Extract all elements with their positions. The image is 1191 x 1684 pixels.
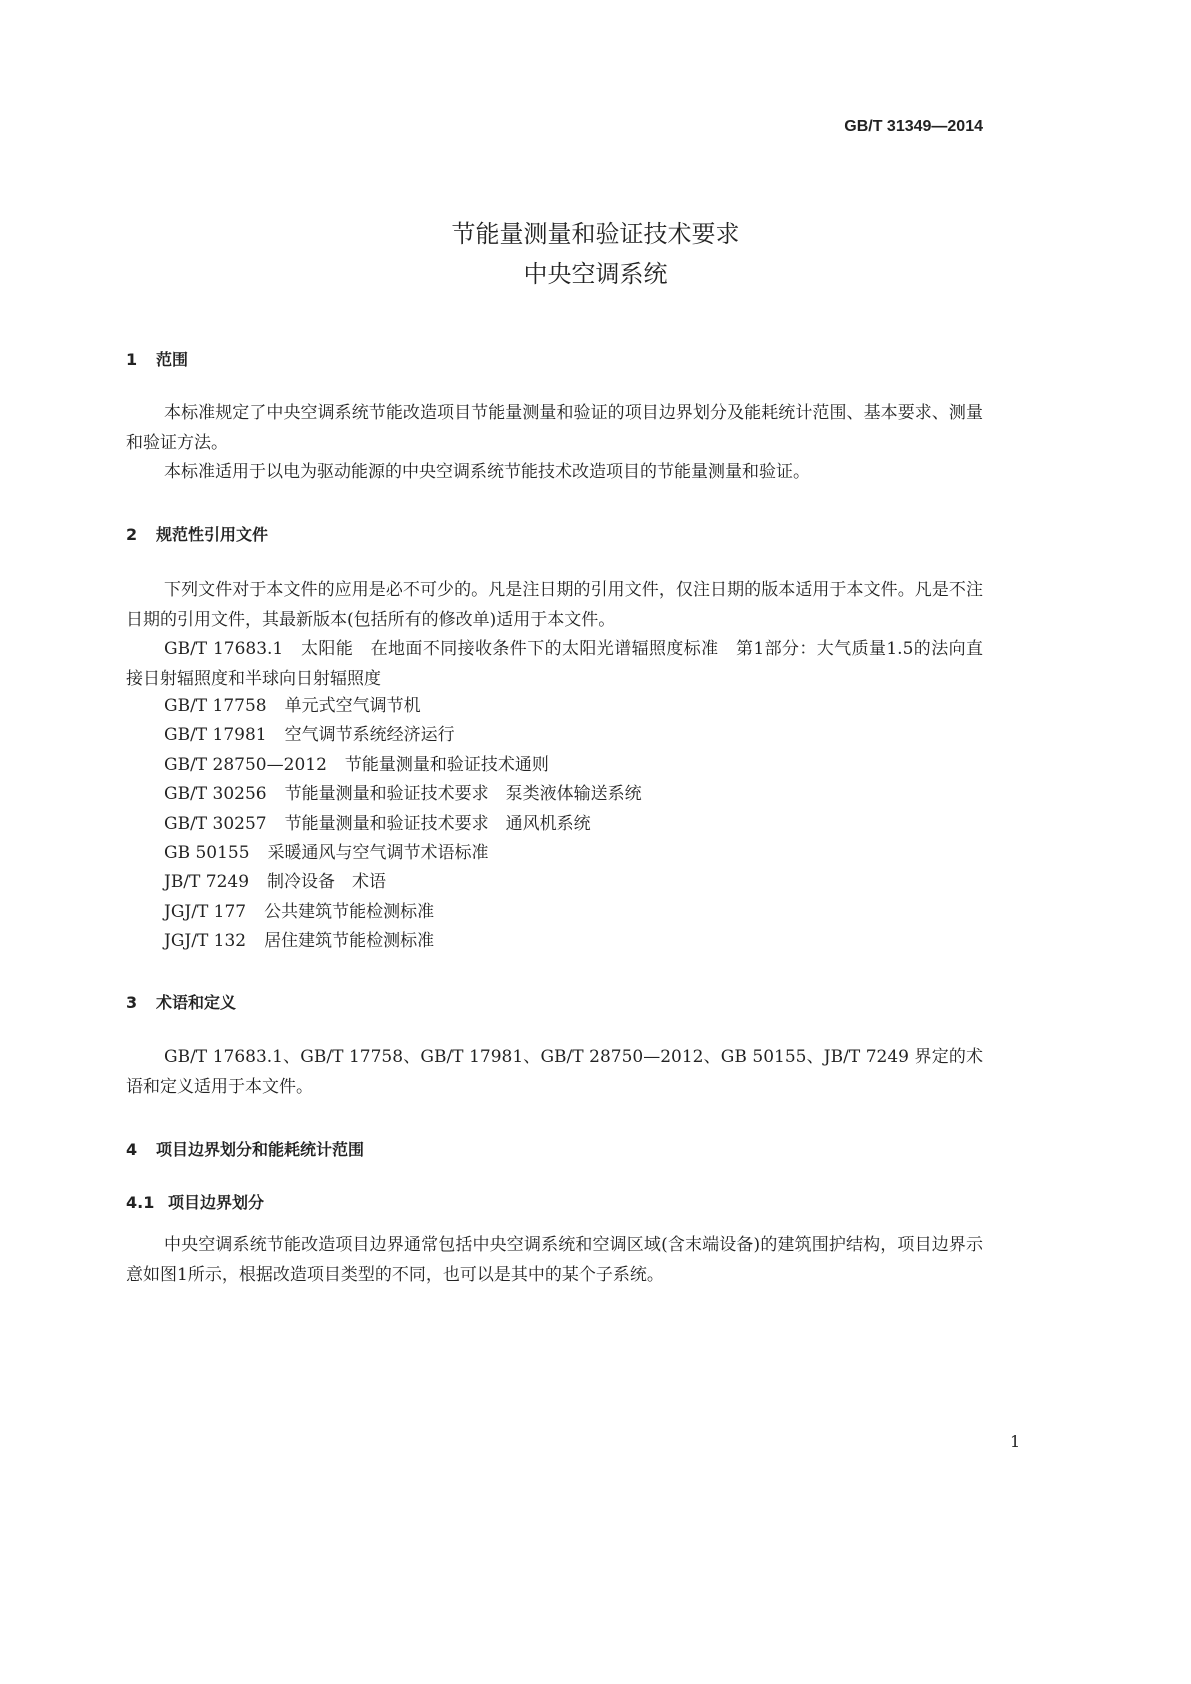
section-number: 3: [126, 993, 138, 1012]
reference-item: [164, 927, 434, 957]
paragraph: 中央空调系统节能改造项目边界通常包括中央空调系统和空调区域(含末端设备)的建筑围护结构，项目边界示意如图1所示，根据改造项目类型的不同，也可以是其中的某个子系统。: [126, 1235, 983, 1285]
reference-item: [164, 721, 455, 751]
reference-item: [164, 839, 489, 869]
document-subtitle: 中央空调系统: [523, 260, 668, 288]
reference-title: 节能量测量和验证技术通则: [344, 754, 549, 775]
section-number: 2: [126, 525, 138, 544]
reference-code: GB/T 30256: [164, 784, 267, 805]
section-heading-4: [126, 1137, 364, 1160]
page-number: 1: [1010, 1432, 1021, 1451]
paragraph: GB/T 17683.1 太阳能 在地面不同接收条件下的太阳光谱辐照度标准 第1部分：大气质量1.5的法向直接日射辐照度和半球向日射辐照度: [126, 639, 983, 689]
section-title: 项目边界划分和能耗统计范围: [156, 1140, 365, 1159]
reference-item: [164, 692, 421, 722]
section-number: 4.1: [126, 1193, 155, 1212]
standard-code: GB/T 31349—2014: [844, 118, 983, 135]
reference-title: 节能量测量和验证技术要求 通风机系统: [284, 813, 591, 834]
section-heading-3: [126, 990, 236, 1013]
reference-title: 居住建筑节能检测标准: [264, 931, 435, 952]
section-heading-2: [126, 522, 268, 545]
document-title: 节能量测量和验证技术要求: [451, 220, 740, 248]
reference-code: GB/T 17758: [164, 696, 267, 716]
reference-title: 公共建筑节能检测标准: [264, 901, 435, 922]
reference-title: 单元式空气调节机: [284, 696, 421, 716]
section-title: 范围: [156, 350, 189, 369]
section-title: 项目边界划分: [168, 1193, 265, 1212]
reference-item: [164, 810, 591, 840]
reference-code: JB/T 7249: [164, 872, 250, 893]
reference-code: JGJ/T 177: [164, 901, 247, 922]
reference-item: [164, 868, 386, 898]
reference-item: [164, 898, 434, 928]
paragraph: 下列文件对于本文件的应用是必不可少的。凡是注日期的引用文件，仅注日期的版本适用于本文件。凡是不注日期的引用文件，其最新版本(包括所有的修改单)适用于本文件。: [126, 580, 983, 630]
section-heading-1: [126, 347, 188, 370]
section-heading-4-1: [126, 1190, 264, 1213]
section-number: 1: [126, 350, 138, 369]
reference-code: GB/T 28750—2012: [164, 754, 327, 775]
reference-title: 节能量测量和验证技术要求 泵类液体输送系统: [284, 784, 642, 805]
paragraph: 本标准规定了中央空调系统节能改造项目节能量测量和验证的项目边界划分及能耗统计范围、基本要求、测量和验证方法。: [126, 403, 983, 453]
reference-title: 空气调节系统经济运行: [284, 725, 455, 746]
section-number: 4: [126, 1140, 138, 1159]
paragraph: 本标准适用于以电为驱动能源的中央空调系统节能技术改造项目的节能量测量和验证。: [164, 462, 810, 482]
reference-code: GB/T 30257: [164, 813, 267, 834]
reference-item: [164, 780, 642, 810]
paragraph: GB/T 17683.1、GB/T 17758、GB/T 17981、GB/T 28750—2012、GB 50155、JB/T 7249 界定的术语和定义适用于本文件。: [126, 1047, 983, 1097]
reference-code: GB 50155: [164, 843, 250, 863]
section-title: 规范性引用文件: [156, 525, 269, 544]
section-title: 术语和定义: [156, 993, 237, 1012]
reference-code: GB/T 17981: [164, 725, 267, 746]
reference-code: JGJ/T 132: [164, 931, 247, 952]
reference-item: [164, 751, 549, 781]
reference-title: 制冷设备 术语: [267, 872, 387, 893]
reference-title: 采暖通风与空气调节术语标准: [267, 843, 489, 863]
